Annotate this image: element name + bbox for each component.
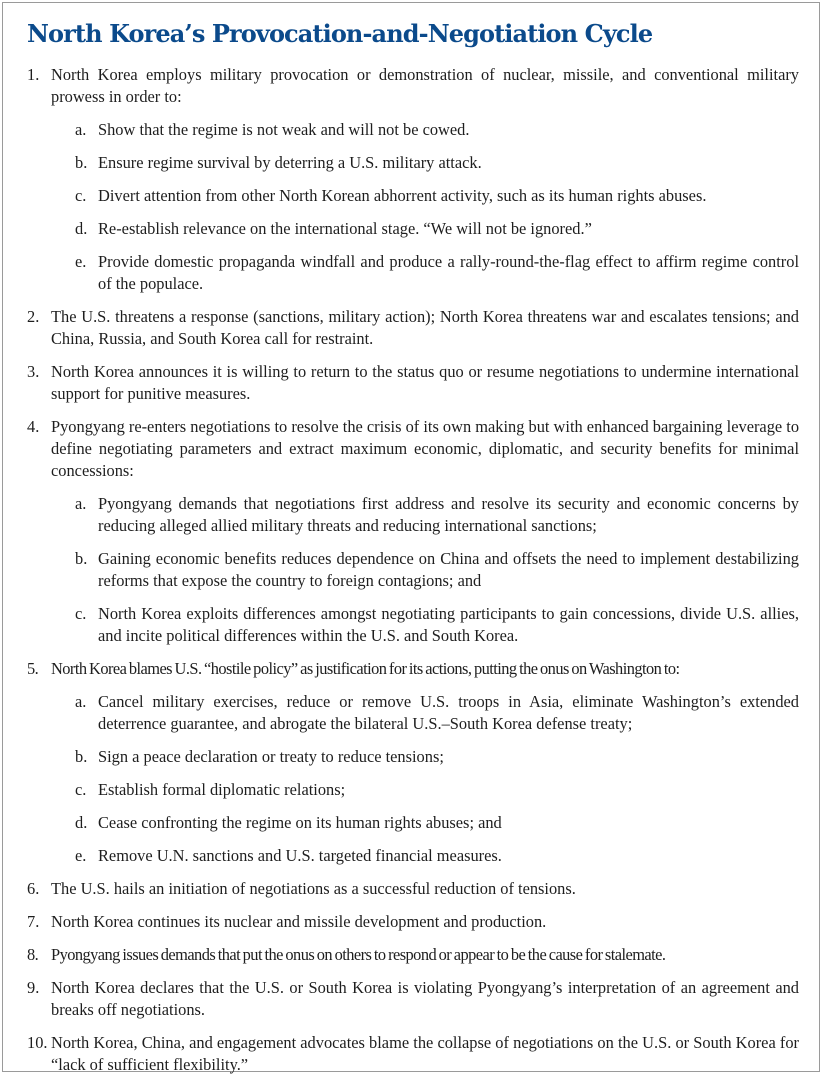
item-number: 5. bbox=[27, 659, 39, 678]
sub-item-letter: c. bbox=[75, 780, 87, 799]
item-text: North Korea, China, and engagement advocates blame the collapse of negotiations on the U.S. or South Korea for “lack of sufficient flexibility.” bbox=[51, 1033, 799, 1074]
sub-item-text: Establish formal diplomatic relations; bbox=[98, 780, 346, 799]
sub-item-1c bbox=[51, 185, 799, 207]
sub-item-text: Show that the regime is not weak and will not be cowed. bbox=[98, 120, 470, 139]
sub-item-letter: d. bbox=[75, 813, 88, 832]
sub-item-text: Re-establish relevance on the international stage. “We will not be ignored.” bbox=[98, 219, 592, 238]
list-item-1 bbox=[27, 64, 799, 295]
item-number: 8. bbox=[27, 945, 39, 964]
list-item-5 bbox=[27, 658, 799, 867]
item-text: The U.S. hails an initiation of negotiations as a successful reduction of tensions. bbox=[51, 879, 576, 898]
sub-item-text: Sign a peace declaration or treaty to reduce tensions; bbox=[98, 747, 444, 766]
sub-item-text: Ensure regime survival by deterring a U.S. military attack. bbox=[98, 153, 482, 172]
sub-item-text: Cancel military exercises, reduce or remove U.S. troops in Asia, eliminate Washington’s extended deterrence guarantee, and abrogate the bilateral U.S.–South Korea defense treaty; bbox=[98, 692, 799, 733]
sub-item-4b bbox=[51, 548, 799, 592]
item-number: 9. bbox=[27, 978, 40, 997]
list-item-10 bbox=[27, 1032, 799, 1076]
item-text: North Korea announces it is willing to return to the status quo or resume negotiations to undermine international support for punitive measures. bbox=[51, 362, 799, 403]
sub-list-5 bbox=[51, 691, 799, 867]
sub-item-letter: a. bbox=[75, 120, 87, 139]
sub-list-1 bbox=[51, 119, 799, 295]
item-text: The U.S. threatens a response (sanctions, military action); North Korea threatens war and escalates tensions; and China, Russia, and South Korea call for restraint. bbox=[51, 307, 799, 348]
list-item-9 bbox=[27, 977, 799, 1021]
sub-item-letter: a. bbox=[75, 692, 87, 711]
sub-item-5c bbox=[51, 779, 799, 801]
item-number: 4. bbox=[27, 417, 40, 436]
sub-item-letter: a. bbox=[75, 494, 87, 513]
sub-item-4c bbox=[51, 603, 799, 647]
sub-item-text: Pyongyang demands that negotiations first address and resolve its security and economic concerns by reducing alleged allied military threats and reducing international sanctions; bbox=[98, 494, 799, 535]
sub-item-text: North Korea exploits differences amongst negotiating participants to gain concessions, divide U.S. allies, and incite political differences within the U.S. and South Korea. bbox=[98, 604, 799, 645]
list-item-7 bbox=[27, 911, 799, 933]
item-number: 7. bbox=[27, 912, 40, 931]
item-number: 2. bbox=[27, 307, 40, 326]
sub-item-5e bbox=[51, 845, 799, 867]
item-text: Pyongyang re-enters negotiations to resolve the crisis of its own making but with enhanced bargaining leverage to define negotiating parameters and extract maximum economic, diplomatic, and security benefits for minimal concessions: bbox=[51, 417, 800, 480]
sub-item-5b bbox=[51, 746, 799, 768]
sub-item-5d bbox=[51, 812, 799, 834]
list-item-6 bbox=[27, 878, 799, 900]
sub-item-letter: c. bbox=[75, 186, 87, 205]
item-number: 6. bbox=[27, 879, 40, 898]
sub-item-letter: e. bbox=[75, 846, 87, 865]
sidebar-box bbox=[2, 2, 820, 1072]
sub-item-text: Gaining economic benefits reduces dependence on China and offsets the need to implement destabilizing reforms that expose the country to foreign contagions; and bbox=[98, 549, 799, 590]
sub-item-letter: e. bbox=[75, 252, 87, 271]
list-item-2 bbox=[27, 306, 799, 350]
list-item-4 bbox=[27, 416, 799, 647]
list-item-8 bbox=[27, 944, 799, 966]
cycle-list bbox=[27, 64, 799, 1087]
sub-item-1a bbox=[51, 119, 799, 141]
item-text: North Korea declares that the U.S. or South Korea is violating Pyongyang’s interpretation of an agreement and breaks off negotiations. bbox=[51, 978, 799, 1019]
sub-item-1b bbox=[51, 152, 799, 174]
item-number: 10. bbox=[27, 1033, 48, 1052]
sub-item-4a bbox=[51, 493, 799, 537]
item-number: 1. bbox=[27, 65, 40, 84]
item-text: North Korea blames U.S. “hostile policy” as justification for its actions, putting the onus on Washington to: bbox=[51, 659, 680, 678]
sub-list-4 bbox=[51, 493, 799, 647]
sub-item-text: Cease confronting the regime on its human rights abuses; and bbox=[98, 813, 502, 832]
sub-item-letter: b. bbox=[75, 153, 88, 172]
sub-item-1e bbox=[51, 251, 799, 295]
item-text: Pyongyang issues demands that put the onus on others to respond or appear to be the cause for stalemate. bbox=[51, 945, 666, 964]
sub-item-text: Divert attention from other North Korean abhorrent activity, such as its human rights abuses. bbox=[98, 186, 707, 205]
item-text: North Korea employs military provocation or demonstration of nuclear, missile, and conventional military prowess in order to: bbox=[51, 65, 799, 106]
sub-item-text: Provide domestic propaganda windfall and produce a rally-round-the-flag effect to affirm regime control of the populace. bbox=[98, 252, 799, 293]
item-number: 3. bbox=[27, 362, 40, 381]
sub-item-letter: b. bbox=[75, 747, 88, 766]
sub-item-1d bbox=[51, 218, 799, 240]
sub-item-text: Remove U.N. sanctions and U.S. targeted financial measures. bbox=[98, 846, 502, 865]
box-title: North Korea’s Provocation-and-Negotiation Cycle bbox=[27, 19, 653, 48]
item-text: North Korea continues its nuclear and missile development and production. bbox=[51, 912, 547, 931]
list-item-3 bbox=[27, 361, 799, 405]
sub-item-letter: d. bbox=[75, 219, 88, 238]
sub-item-letter: c. bbox=[75, 604, 87, 623]
sub-item-letter: b. bbox=[75, 549, 88, 568]
sub-item-5a bbox=[51, 691, 799, 735]
